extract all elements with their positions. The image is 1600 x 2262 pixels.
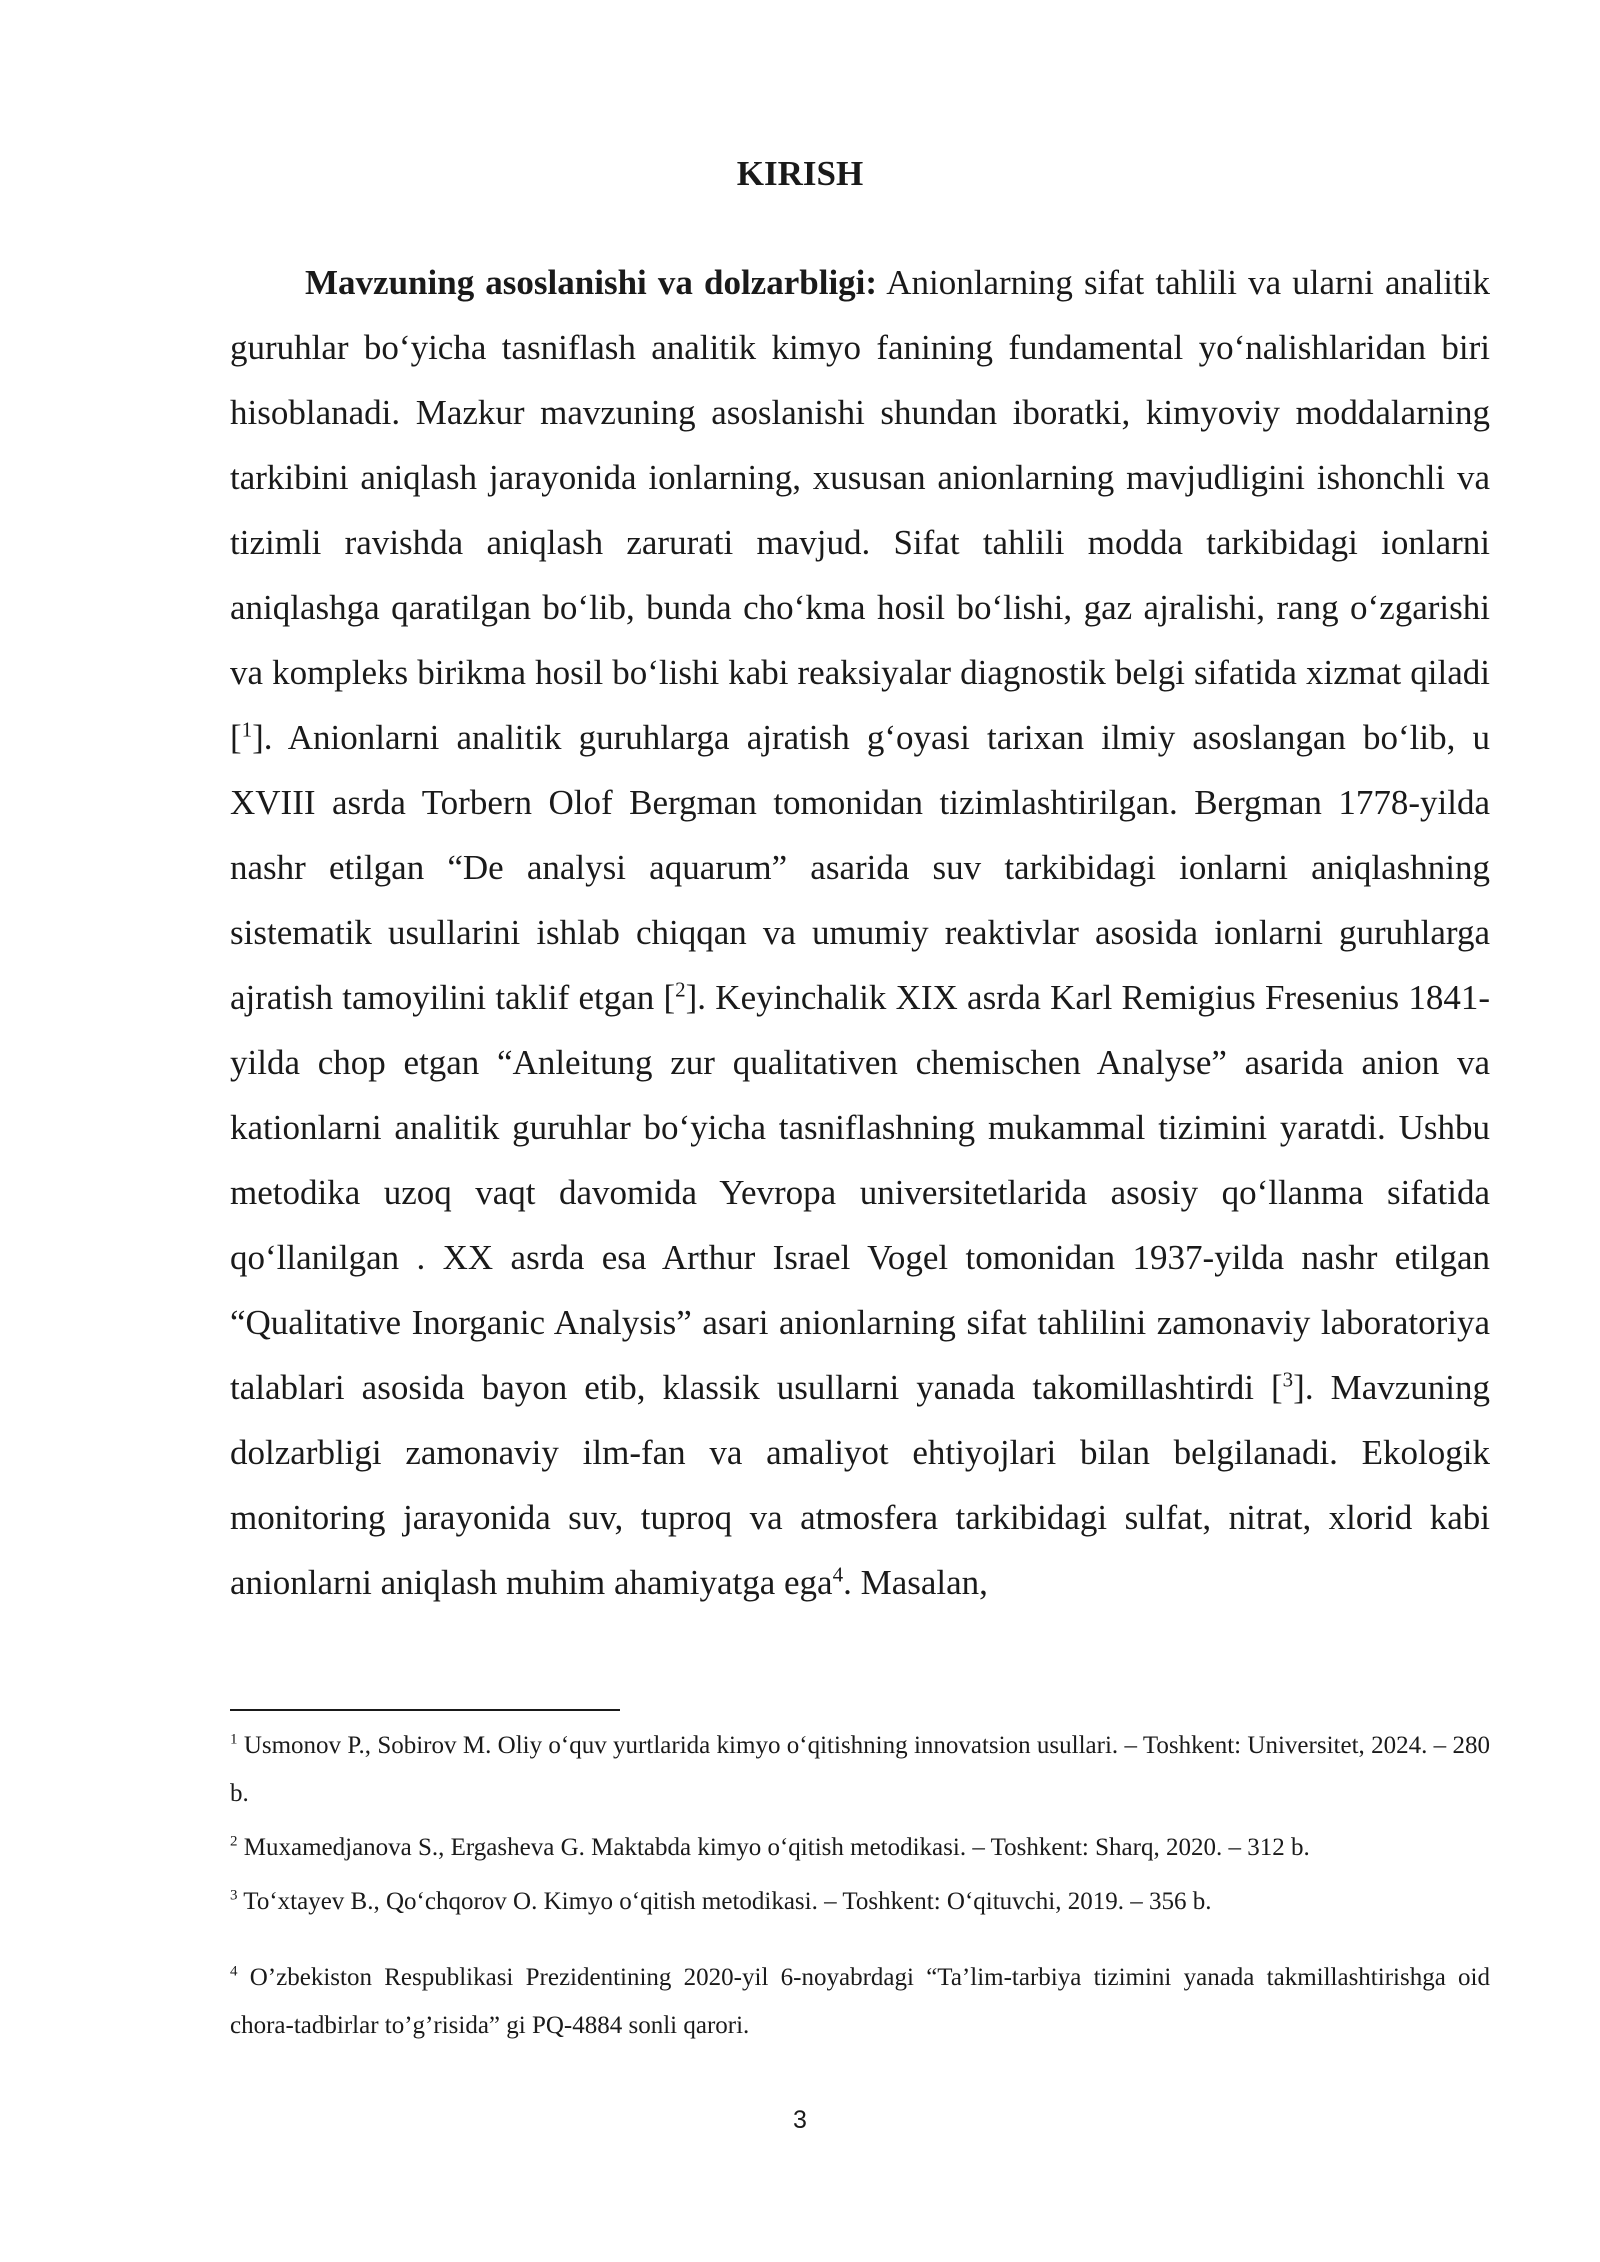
page-title: KIRISH bbox=[736, 154, 864, 193]
footnote-text: Usmonov P., Sobirov M. Oliy o‘quv yurtlarida kimyo o‘qitishning innovatsion usullari. – Toshkent: Universitet, 2024. – 280 b. bbox=[230, 1732, 1490, 1807]
footnote-number: 1 bbox=[230, 1731, 238, 1748]
footnote-number: 2 bbox=[230, 1833, 238, 1850]
paragraph-text-1: Anionlarning sifat tahlili va ularni analitik guruhlar bo‘yicha tasniflash analitik kimyo fanining fundamental yo‘nalishlaridan biri hisoblanadi. Mazkur mavzuning asoslanishi shundan iboratki, kimyoviy moddalarning tarkibini aniqlash jarayonida ionlarning, xususan anionlarning mavjudligini ishonchli va tizimli ravishda aniqlash zarurati mavjud. Sifat tahlili modda tarkibidagi ionlarni aniqlashga qaratilgan bo‘lib, bunda cho‘kma hosil bo‘lishi, gaz ajralishi, rang o‘zgarishi va kompleks birikma hosil bo‘lishi kabi reaksiyalar diagnostik belgi sifatida xizmat qiladi [ bbox=[230, 263, 1490, 757]
footnote-ref-1[interactable]: 1 bbox=[241, 717, 253, 742]
intro-paragraph bbox=[230, 250, 1490, 1615]
footnote-1 bbox=[230, 1722, 1490, 1818]
paragraph-text-5: . Masalan, bbox=[843, 1563, 988, 1602]
footnote-ref-3[interactable]: 3 bbox=[1282, 1367, 1294, 1392]
footnotes bbox=[230, 1722, 1490, 2056]
footnote-ref-4[interactable]: 4 bbox=[832, 1562, 844, 1587]
footnote-ref-2[interactable]: 2 bbox=[675, 977, 686, 1002]
paragraph-text-2: ]. Anionlarni analitik guruhlarga ajratish g‘oyasi tarixan ilmiy asoslangan bo‘lib, u XVIII asrda Torbern Olof Bergman tomonidan tizimlashtirilgan. Bergman 1778-yilda nashr etilgan “De analysi aquarum” asarida suv tarkibidagi ionlarni aniqlashning sistematik usullarini ishlab chiqqan va umumiy reaktivlar asosida ionlarni guruhlarga ajratish tamoyilini taklif etgan [ bbox=[230, 718, 1490, 1017]
footnote-number: 3 bbox=[230, 1887, 238, 1904]
footnote-text: To‘xtayev B., Qo‘chqorov O. Kimyo o‘qitish metodikasi. – Toshkent: O‘qituvchi, 2019. – 356 b. bbox=[237, 1888, 1212, 1915]
paragraph-text-3: ]. Keyinchalik XIX asrda Karl Remigius Fresenius 1841-yilda chop etgan “Anleitung zur qualitativen chemischen Analyse” asarida anion va kationlarni analitik guruhlar bo‘yicha tasniflashning mukammal tizimini yaratdi. Ushbu metodika uzoq vaqt davomida Yevropa universitetlarida asosiy qo‘llanma sifatida qo‘llanilgan . XX asrda esa Arthur Israel Vogel tomonidan 1937-yilda nashr etilgan “Qualitative Inorganic Analysis” asari anionlarning sifat tahlilini zamonaviy laboratoriya talablari asosida bayon etib, klassik usullarni yanada takomillashtirdi [ bbox=[230, 978, 1490, 1407]
footnote-number: 4 bbox=[230, 1963, 238, 1980]
footnote-3 bbox=[230, 1878, 1490, 1926]
footnote-2 bbox=[230, 1824, 1490, 1872]
paragraph-lead: Mavzuning asoslanishi va dolzarbligi: bbox=[305, 263, 878, 302]
footnote-4 bbox=[230, 1954, 1490, 2050]
page-number: 3 bbox=[793, 2106, 807, 2134]
footnote-separator bbox=[230, 1709, 620, 1711]
footnote-text: Muxamedjanova S., Ergasheva G. Maktabda kimyo o‘qitish metodikasi. – Toshkent: Sharq, 2020. – 312 b. bbox=[237, 1834, 1310, 1861]
footnote-text: O’zbekiston Respublikasi Prezidentining 2020-yil 6-noyabrdagi “Ta’lim-tarbiya tizimini yanada takmillashtirishga oid chora-tadbirlar to’g’risida” gi PQ-4884 sonli qarori. bbox=[230, 1964, 1490, 2039]
paragraph-text-4: ]. Mavzuning dolzarbligi zamonaviy ilm-fan va amaliyot ehtiyojlari bilan belgilanadi. Ekologik monitoring jarayonida suv, tuproq va atmosfera tarkibidagi sulfat, nitrat, xlorid kabi anionlarni aniqlash muhim ahamiyatga ega bbox=[230, 1368, 1491, 1602]
